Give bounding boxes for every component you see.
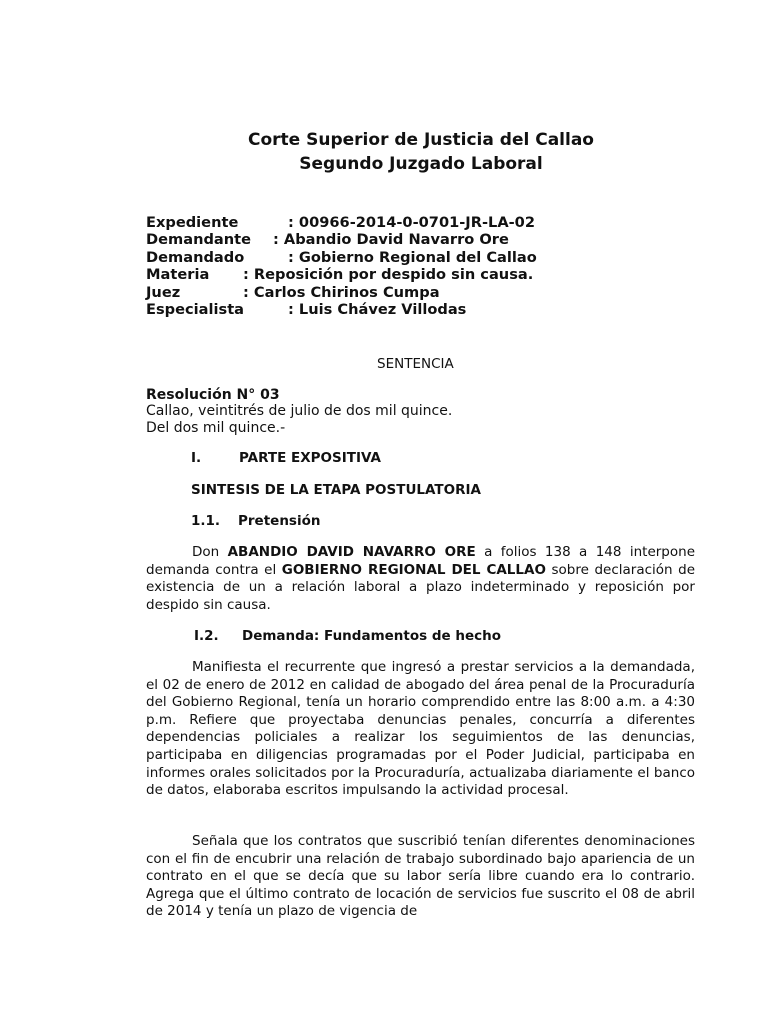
case-header-label: Demandado [146,248,245,266]
court-division: Segundo Juzgado Laboral [299,154,543,174]
resolution-number: Resolución N° 03 [146,387,280,403]
paragraph-text: Señala que los contratos que suscribió tenían diferentes denominaciones con el fin de encubrir una relación de trabajo subordinado bajo apariencia de un contrato en el que se decía que su labor sería libre cuando era lo contrario. Agrega que el último contrato de locación de servicios fue suscrito el 08 de abril de 2014 y tenía un plazo de vigencia de [146,833,695,920]
case-header-value: : Gobierno Regional del Callao [288,248,537,266]
case-header-value: : Carlos Chirinos Cumpa [243,283,440,301]
section-numeral: I. [191,450,202,466]
sentencia-title: SENTENCIA [377,356,454,372]
demanda-paragraph [146,659,695,800]
section-number: 1.1. [191,513,221,529]
case-header-label: Demandante [146,231,252,249]
case-header-value: : 00966-2014-0-0701-JR-LA-02 [288,214,535,231]
section-heading: Pretensión [238,513,321,529]
paragraph-text: Don [192,544,228,560]
pretension-paragraph [146,544,695,614]
court-name: Corte Superior de Justicia del Callao [248,130,594,150]
resolution-date: Callao, veintitrés de julio de dos mil quince. [146,403,453,419]
plaintiff-name: ABANDIO DAVID NAVARRO ORE [227,544,476,560]
resolution-year: Del dos mil quince.- [146,420,286,436]
case-header-label: Especialista [146,300,245,318]
paragraph-text: sobre declaración de existencia de un a relación laboral a plazo indeterminado y reposición por despido sin causa. [146,561,695,613]
section-title: PARTE EXPOSITIVA [239,450,381,466]
case-header-label: Juez [146,283,181,301]
case-header-value: : Abandio David Navarro Ore [273,231,509,249]
defendant-name: GOBIERNO REGIONAL DEL CALLAO [281,561,546,578]
case-header-label: Materia [146,266,210,284]
demanda-paragraph-2 [146,833,695,921]
case-header-value: : Reposición por despido sin causa. [243,266,534,284]
paragraph-text: Manifiesta el recurrente que ingresó a prestar servicios a la demandada, el 02 de enero de 2012 en calidad de abogado del área penal de la Procuraduría del Gobierno Regional, tenía un horario comprendido entre las 8:00 a.m. a 4:30 p.m. Refiere que proyectaba denuncias penales, concurría a diferentes dependencias policiales a realizar los seguimientos de las denuncias, participaba en diligencias programadas por el Poder Judicial, participaba en informes orales solicitados por la Procuraduría, actualizaba diariamente el banco de datos, elaboraba escritos impulsando la actividad procesal. [146,659,695,799]
section-heading: Demanda: Fundamentos de hecho [242,628,502,644]
section-number: I.2. [194,628,219,644]
subtitle: SINTESIS DE LA ETAPA POSTULATORIA [191,482,481,498]
paragraph-text: a folios 138 a 148 interpone demanda contra el [146,544,695,578]
case-header-label: Expediente [146,214,239,231]
case-header-value: : Luis Chávez Villodas [288,300,467,318]
